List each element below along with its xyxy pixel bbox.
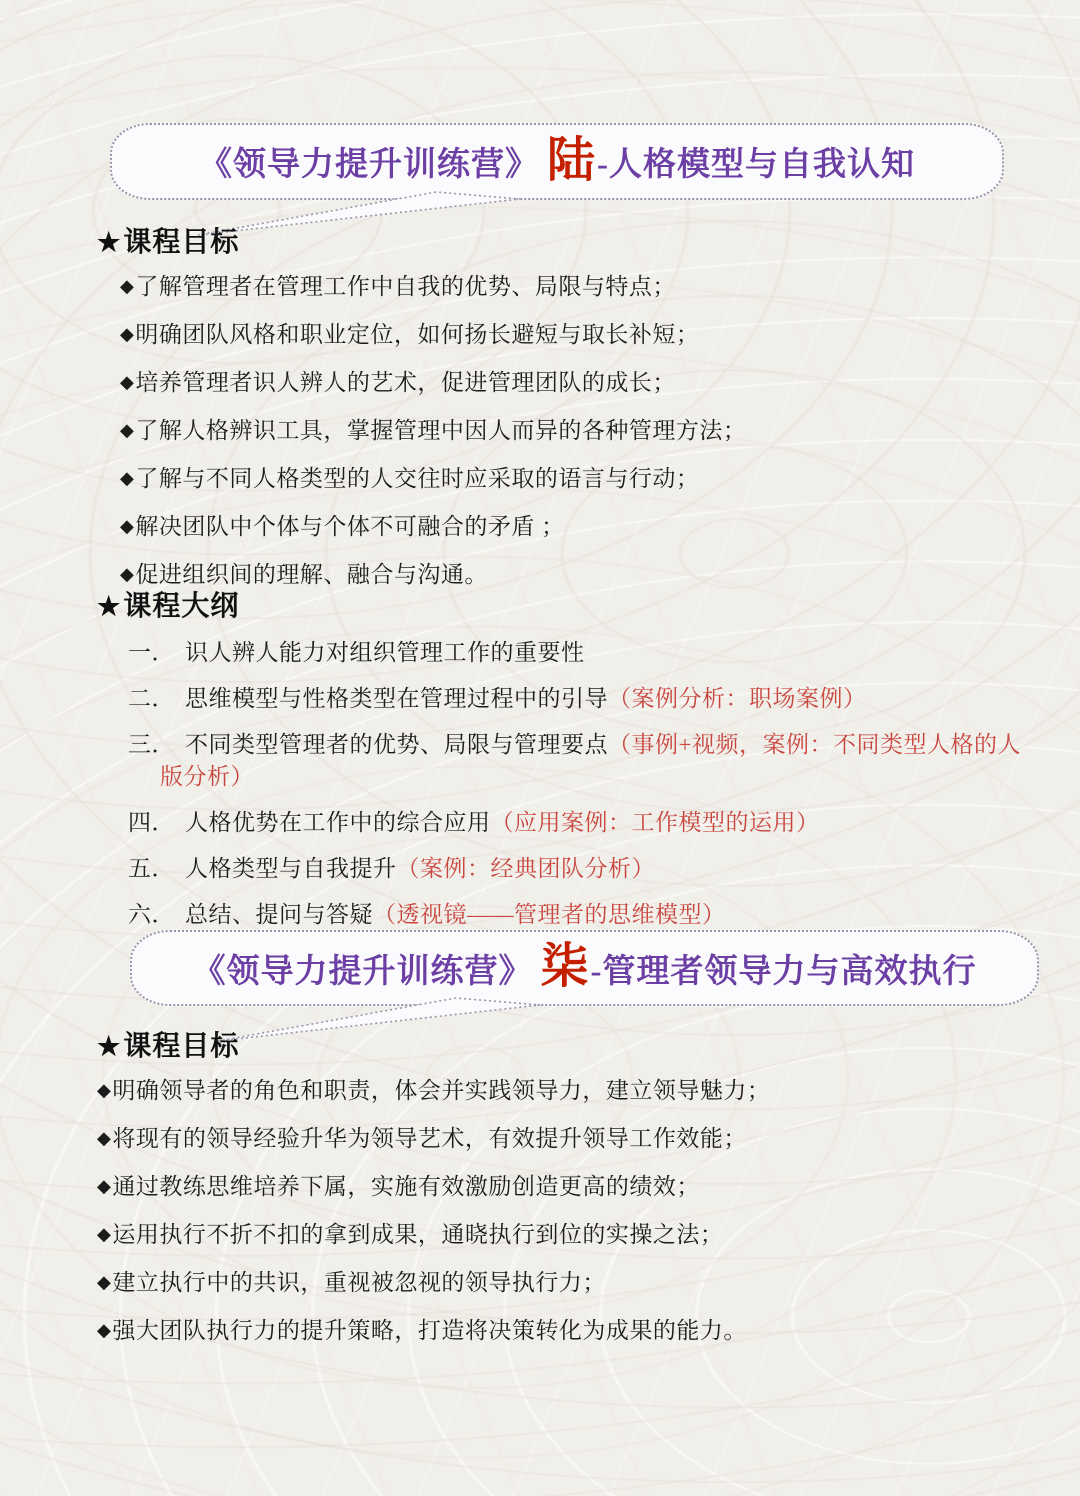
outline-item <box>128 899 1043 931</box>
goal-item-text: 明确团队风格和职业定位，如何扬长避短与取长补短； <box>135 321 700 347</box>
diamond-bullet-icon: ◆ <box>120 275 135 296</box>
outline-item-note: （案例分析：职场案例） <box>608 685 867 711</box>
outline-item-number: 二． <box>128 685 175 711</box>
diamond-bullet-icon: ◆ <box>97 1223 112 1244</box>
course-goals-section-1 <box>97 228 1037 609</box>
section-heading-label: 课程目标 <box>123 227 240 258</box>
goal-item <box>97 1125 1037 1154</box>
goal-item <box>120 417 1037 446</box>
diamond-bullet-icon: ◆ <box>97 1175 112 1196</box>
goal-item <box>97 1221 1037 1250</box>
section-heading <box>97 228 1037 259</box>
section-heading-label: 课程目标 <box>123 1031 240 1062</box>
outline-item-note: （透视镜——管理者的思维模型） <box>373 901 726 927</box>
goal-item-text: 促进组织间的理解、融合与沟通。 <box>135 561 488 587</box>
goal-item <box>120 561 1037 590</box>
diamond-bullet-icon: ◆ <box>120 419 135 440</box>
outline-item-number: 三． <box>128 731 175 757</box>
banner-chapter-number: 陆 <box>546 133 595 187</box>
outline-item <box>128 637 1043 669</box>
course-goals-section-2 <box>97 1032 1037 1365</box>
banner-series-title: 《领导力提升训练营》 <box>198 147 539 183</box>
diamond-bullet-icon: ◆ <box>97 1127 112 1148</box>
goal-item-text: 了解管理者在管理工作中自我的优势、局限与特点； <box>135 273 676 299</box>
diamond-bullet-icon: ◆ <box>120 323 135 344</box>
outline-item-text: 不同类型管理者的优势、局限与管理要点 <box>185 731 608 757</box>
section-heading <box>97 592 1037 623</box>
goal-item-text: 强大团队执行力的提升策略，打造将决策转化为成果的能力。 <box>112 1317 747 1343</box>
outline-item-text: 思维模型与性格类型在管理过程中的引导 <box>185 685 608 711</box>
star-icon: ★ <box>97 592 122 621</box>
outline-item-number: 一． <box>128 639 175 665</box>
title-banner-chapter-7 <box>130 930 1039 1006</box>
outline-item-number: 四． <box>128 809 175 835</box>
diamond-bullet-icon: ◆ <box>120 467 135 488</box>
course-outline-section <box>97 592 1037 945</box>
goal-item <box>97 1173 1037 1202</box>
diamond-bullet-icon: ◆ <box>97 1271 112 1292</box>
diamond-bullet-icon: ◆ <box>120 371 135 392</box>
goal-item-text: 建立执行中的共识，重视被忽视的领导执行力； <box>112 1269 606 1295</box>
outline-item-text: 人格类型与自我提升 <box>185 855 397 881</box>
goal-item <box>97 1077 1037 1106</box>
goal-item <box>97 1269 1037 1298</box>
banner-subtitle: -人格模型与自我认知 <box>597 147 915 183</box>
title-banner-chapter-6 <box>110 123 1004 200</box>
goal-item-text: 了解与不同人格类型的人交往时应采取的语言与行动； <box>135 465 700 491</box>
diamond-bullet-icon: ◆ <box>120 563 135 584</box>
outline-item-number: 五． <box>128 855 175 881</box>
goal-item <box>120 321 1037 350</box>
goal-list <box>97 1077 1037 1346</box>
banner-series-title: 《领导力提升训练营》 <box>192 953 533 990</box>
goal-item <box>120 369 1037 398</box>
outline-item-note: （案例：经典团队分析） <box>396 855 655 881</box>
outline-item <box>128 683 1043 715</box>
goal-item-text: 培养管理者识人辨人的艺术，促进管理团队的成长； <box>135 369 676 395</box>
outline-item <box>128 807 1043 839</box>
section-heading-label: 课程大纲 <box>123 591 240 622</box>
diamond-bullet-icon: ◆ <box>97 1079 112 1100</box>
outline-item <box>128 729 1043 793</box>
section-heading <box>97 1032 1037 1063</box>
outline-item <box>128 853 1043 885</box>
outline-item-note: （应用案例：工作模型的运用） <box>490 809 820 835</box>
diamond-bullet-icon: ◆ <box>120 515 135 536</box>
goal-item-text: 明确领导者的角色和职责，体会并实践领导力，建立领导魅力； <box>112 1077 771 1103</box>
outline-item-text: 识人辨人能力对组织管理工作的重要性 <box>185 639 585 665</box>
goal-item-text: 通过教练思维培养下属，实施有效激励创造更高的绩效； <box>112 1173 700 1199</box>
star-icon: ★ <box>97 228 122 257</box>
goal-list <box>97 273 1037 590</box>
goal-item <box>120 513 1037 542</box>
outline-item-text: 人格优势在工作中的综合应用 <box>185 809 491 835</box>
goal-item-text: 运用执行不折不扣的拿到成果，通晓执行到位的实操之法； <box>112 1221 724 1247</box>
outline-item-text: 总结、提问与答疑 <box>185 901 373 927</box>
outline-list <box>97 637 1043 931</box>
banner-subtitle: -管理者领导力与高效执行 <box>590 953 977 990</box>
outline-item-note: （事例+视频，案例：不同类型人格的人版分析） <box>160 731 1021 789</box>
outline-item-number: 六． <box>128 901 175 927</box>
diamond-bullet-icon: ◆ <box>97 1319 112 1340</box>
goal-item <box>120 465 1037 494</box>
goal-item-text: 了解人格辨识工具，掌握管理中因人而异的各种管理方法； <box>135 417 747 443</box>
banner-chapter-number: 柒 <box>540 940 589 993</box>
goal-item <box>120 273 1037 302</box>
goal-item-text: 解决团队中个体与个体不可融合的矛盾 ； <box>135 513 565 539</box>
star-icon: ★ <box>97 1032 122 1061</box>
goal-item-text: 将现有的领导经验升华为领导艺术，有效提升领导工作效能； <box>112 1125 747 1151</box>
goal-item <box>97 1317 1037 1346</box>
